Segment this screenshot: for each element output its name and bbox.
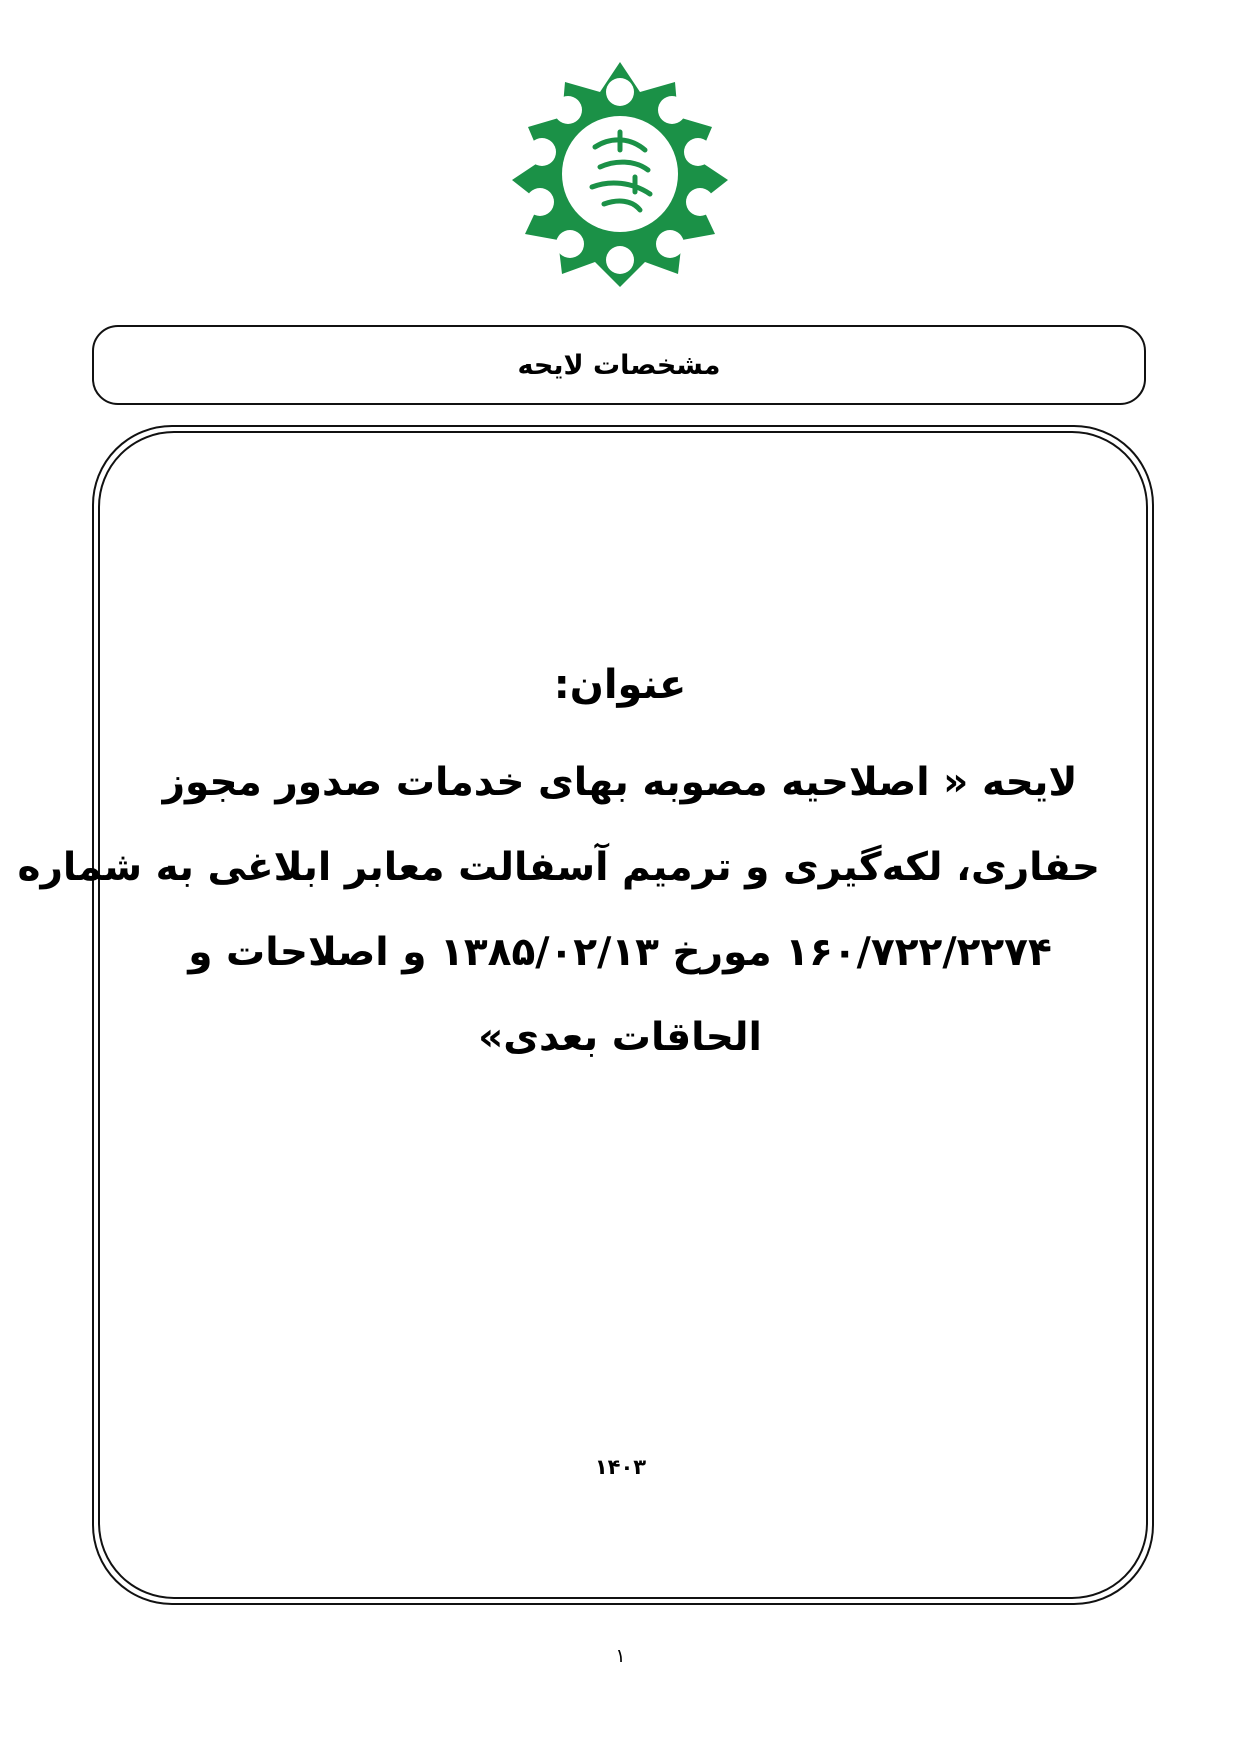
title-block xyxy=(17,655,1100,1080)
title-label: عنوان: xyxy=(553,662,687,708)
title-line-3: ۱۶۰/۷۲۲/۲۲۷۴ مورخ ۱۳۸۵/۰۲/۱۳ و اصلاحات و xyxy=(188,930,1052,975)
tehran-municipality-logo-icon xyxy=(500,52,740,292)
title-line-4: الحاقات بعدی» xyxy=(478,1015,762,1060)
page-number: ۱ xyxy=(615,1645,626,1667)
title-line-2: حفاری، لکه‌گیری و ترمیم آسفالت معابر ابلاغی به شماره xyxy=(17,845,1100,890)
header-title: مشخصات لایحه xyxy=(517,349,721,381)
title-line-1: لایحه « اصلاحیه مصوبه بهای خدمات صدور مجوز xyxy=(162,760,1078,805)
header-box xyxy=(92,325,1146,405)
municipality-logo xyxy=(500,52,740,292)
document-year: ۱۴۰۳ xyxy=(594,1455,647,1479)
